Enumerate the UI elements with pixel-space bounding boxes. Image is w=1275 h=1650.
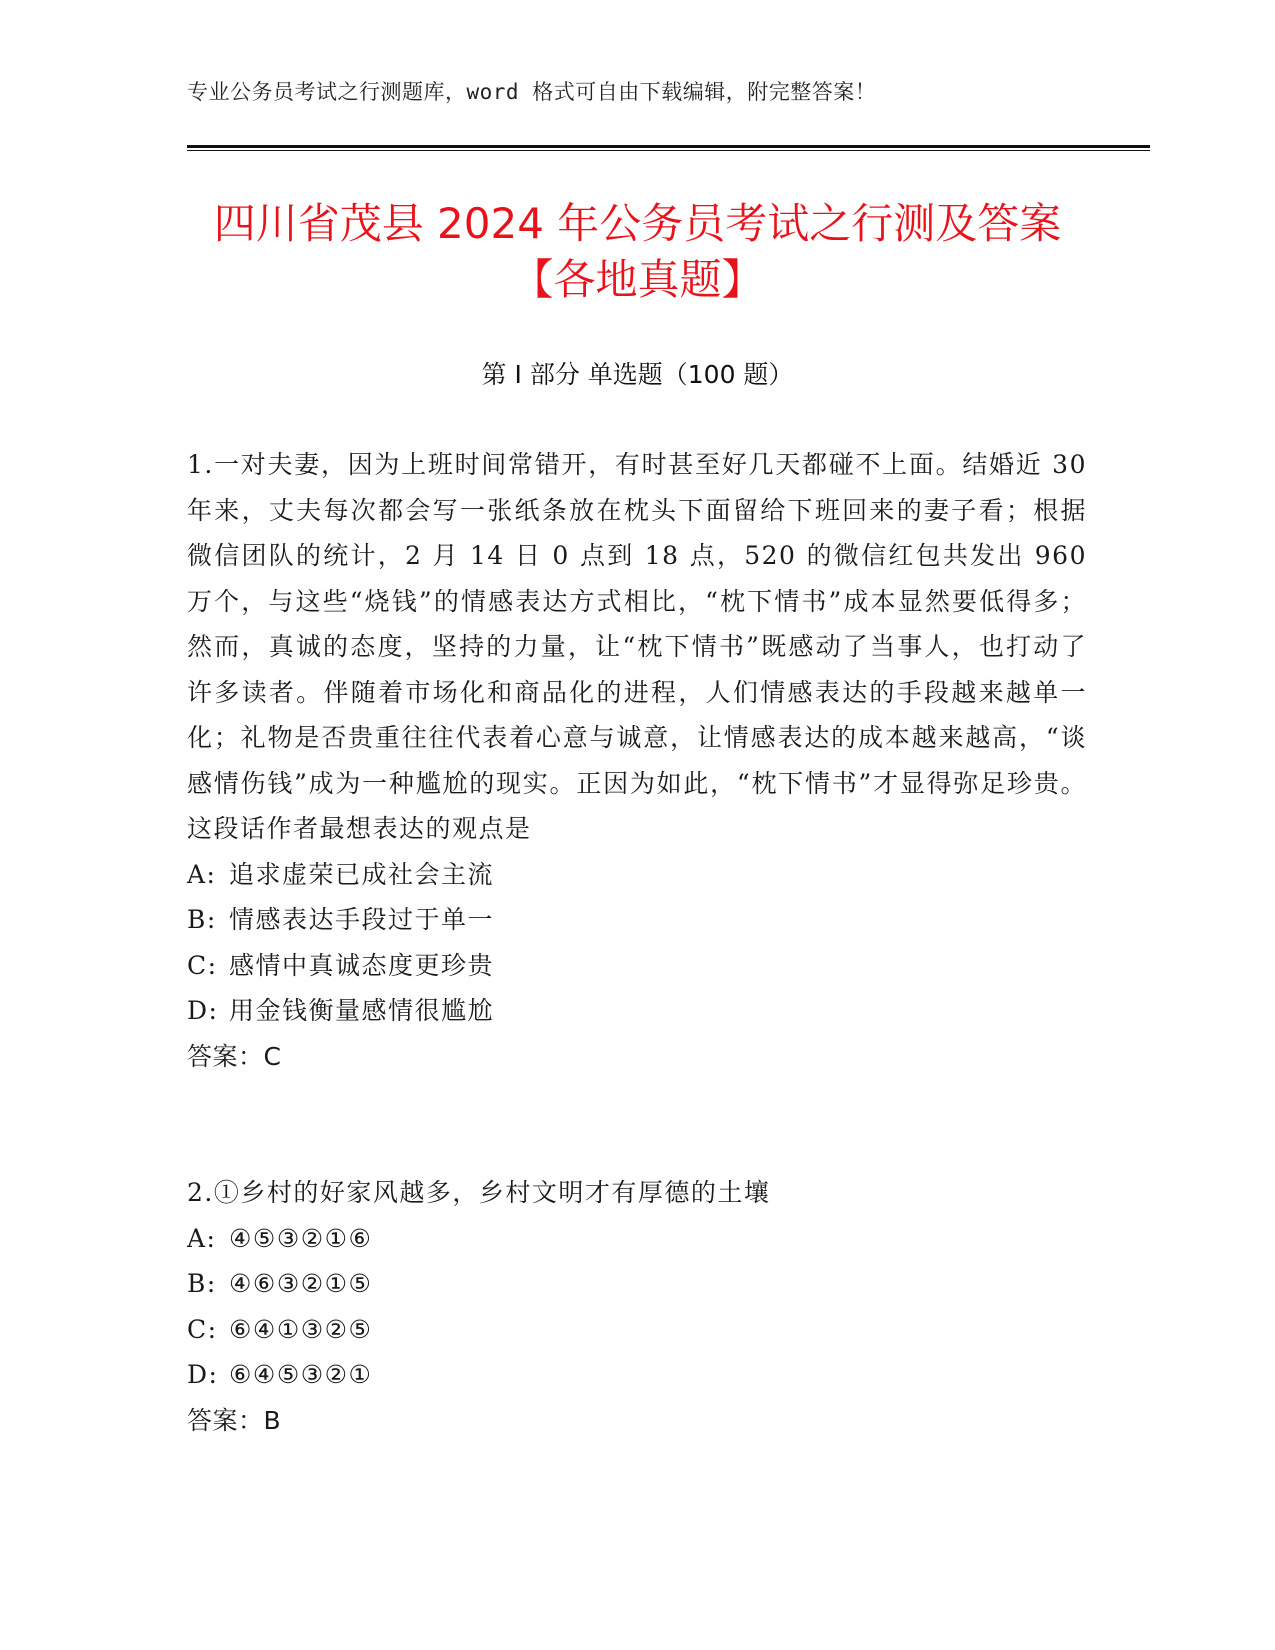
option-text: ④⑤③②①⑥: [229, 1223, 373, 1253]
option-key: C:: [187, 950, 218, 980]
option-key: C:: [187, 1314, 218, 1344]
option-b: [187, 897, 1087, 943]
question-stem: 1.一对夫妻，因为上班时间常错开，有时甚至好几天都碰不上面。结婚近 30 年来，丈夫每次都会写一张纸条放在枕头下面留给下班回来的妻子看；根据微信团队的统计，2 月 14 日 0 点到 18 点，520 的微信红包共发出 960 万个，与这些“烧钱”的情感表达方式相比，“枕下情书”成本显然要低得多；然而，真诚的态度，坚持的力量，让“枕下情书”既感动了当事人，也打动了许多读者。伴随着市场化和商品化的进程，人们情感表达的手段越来越单一化；礼物是否贵重往往代表着心意与诚意，让情感表达的成本越来越高，“谈感情伤钱”成为一种尴尬的现实。正因为如此，“枕下情书”才显得弥足珍贵。这段话作者最想表达的观点是: [187, 450, 1087, 843]
question-stem: 2.①乡村的好家风越多，乡村文明才有厚德的土壤: [187, 1178, 771, 1207]
option-b: [187, 1261, 1087, 1307]
document-title-line2: 【各地真题】: [511, 255, 764, 304]
option-text: ⑥④⑤③②①: [229, 1360, 373, 1389]
option-c: [187, 943, 1087, 989]
header-note: 专业公务员考试之行测题库，word 格式可自由下载编辑，附完整答案！: [187, 80, 877, 104]
option-a: [187, 852, 1087, 898]
header-rule-thin: [187, 150, 1150, 151]
question-2: [187, 1170, 1087, 1443]
option-key: A:: [187, 1223, 217, 1253]
question-1: [187, 442, 1087, 1079]
option-key: B:: [187, 905, 217, 934]
option-key: D:: [187, 996, 219, 1025]
option-text: 追求虚荣已成社会主流: [229, 859, 495, 889]
answer-line: 答案：B: [187, 1405, 282, 1435]
option-d: [187, 988, 1087, 1034]
option-text: 情感表达手段过于单一: [229, 905, 495, 934]
option-text: ④⑥③②①⑤: [229, 1269, 373, 1298]
option-c: [187, 1307, 1087, 1353]
option-a: [187, 1216, 1087, 1262]
header-rule-thick: [187, 145, 1150, 148]
option-key: D:: [187, 1360, 219, 1389]
document-title-line1: 四川省茂县 2024 年公务员考试之行测及答案: [213, 199, 1062, 248]
option-key: A:: [187, 859, 217, 889]
option-text: 感情中真诚态度更珍贵: [229, 950, 495, 980]
option-text: 用金钱衡量感情很尴尬: [229, 996, 495, 1025]
option-key: B:: [187, 1269, 217, 1298]
answer-line: 答案：C: [187, 1041, 282, 1071]
option-text: ⑥④①③②⑤: [229, 1314, 373, 1344]
section-heading: 第 I 部分 单选题（100 题）: [481, 360, 794, 389]
document-title: [150, 196, 1125, 308]
option-d: [187, 1352, 1087, 1398]
